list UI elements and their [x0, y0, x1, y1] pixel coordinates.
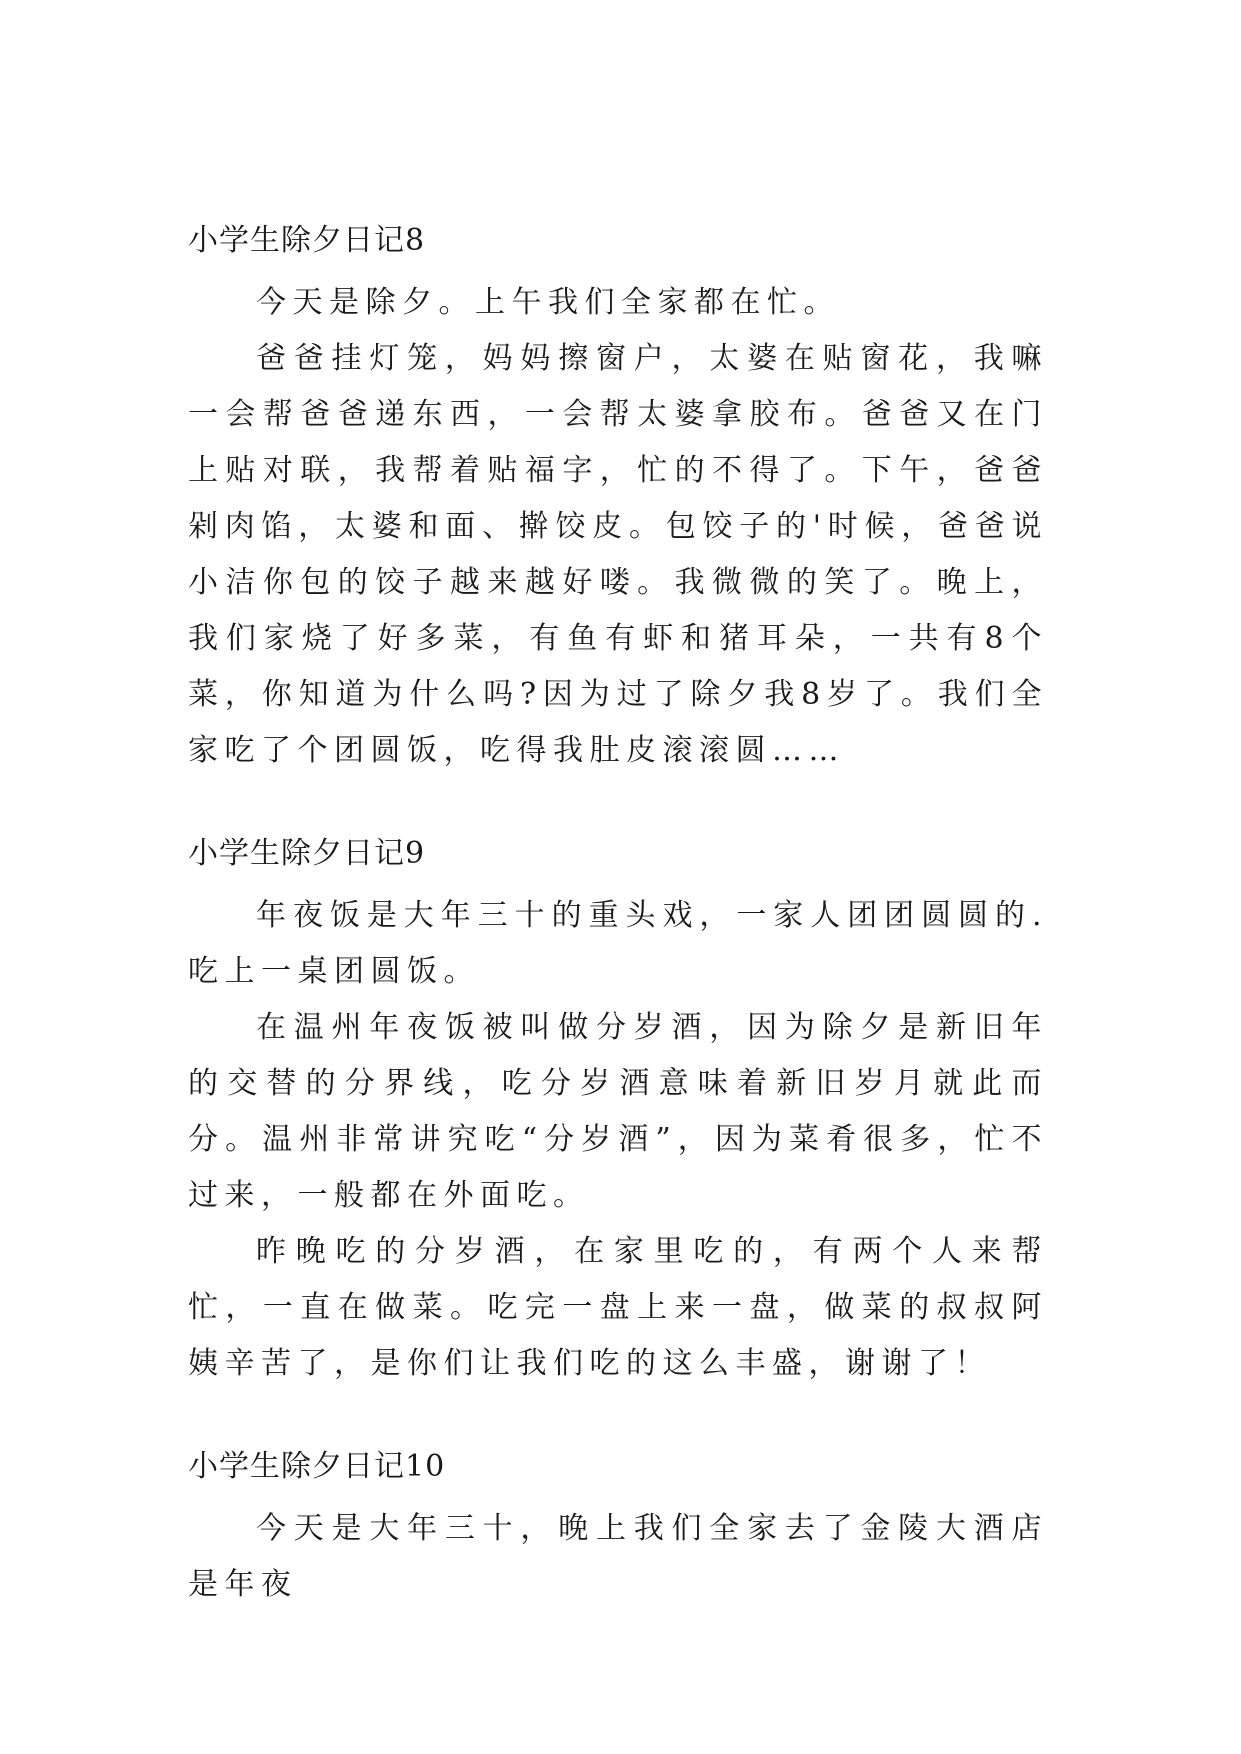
diary-entry-8: [188, 218, 1048, 779]
paragraph: 爸爸挂灯笼，妈妈擦窗户，太婆在贴窗花，我嘛一会帮爸爸递东西，一会帮太婆拿胶布。爸爸又在门上贴对联，我帮着贴福字，忙的不得了。下午，爸爸剁肉馅，太婆和面、擀饺皮。包饺子的'时候，爸爸说小洁你包的饺子越来越好喽。我微微的笑了。晚上，我们家烧了好多菜，有鱼有虾和猪耳朵，一共有8个菜，你知道为什么吗?因为过了除夕我8岁了。我们全家吃了个团圆饭，吃得我肚皮滚滚圆……: [188, 341, 1048, 768]
paragraph: 在温州年夜饭被叫做分岁酒，因为除夕是新旧年的交替的分界线，吃分岁酒意味着新旧岁月就此而分。温州非常讲究吃“分岁酒”，因为菜肴很多，忙不过来，一般都在外面吃。: [188, 1010, 1048, 1213]
diary-entry-9: [188, 831, 1048, 1392]
paragraph: 年夜饭是大年三十的重头戏，一家人团团圆圆的.吃上一桌团圆饭。: [188, 898, 1048, 989]
document-page: [188, 218, 1048, 1613]
paragraph: 今天是除夕。上午我们全家都在忙。: [256, 285, 840, 320]
entry-title: 小学生除夕日记10: [188, 1449, 446, 1484]
diary-entry-10: [188, 1444, 1048, 1613]
entry-title: 小学生除夕日记9: [188, 836, 426, 871]
entry-title: 小学生除夕日记8: [188, 223, 426, 258]
paragraph: 昨晚吃的分岁酒，在家里吃的，有两个人来帮忙，一直在做菜。吃完一盘上来一盘，做菜的叔叔阿姨辛苦了，是你们让我们吃的这么丰盛，谢谢了！: [188, 1234, 1048, 1381]
paragraph: 今天是大年三十，晚上我们全家去了金陵大酒店是年夜: [188, 1511, 1048, 1602]
